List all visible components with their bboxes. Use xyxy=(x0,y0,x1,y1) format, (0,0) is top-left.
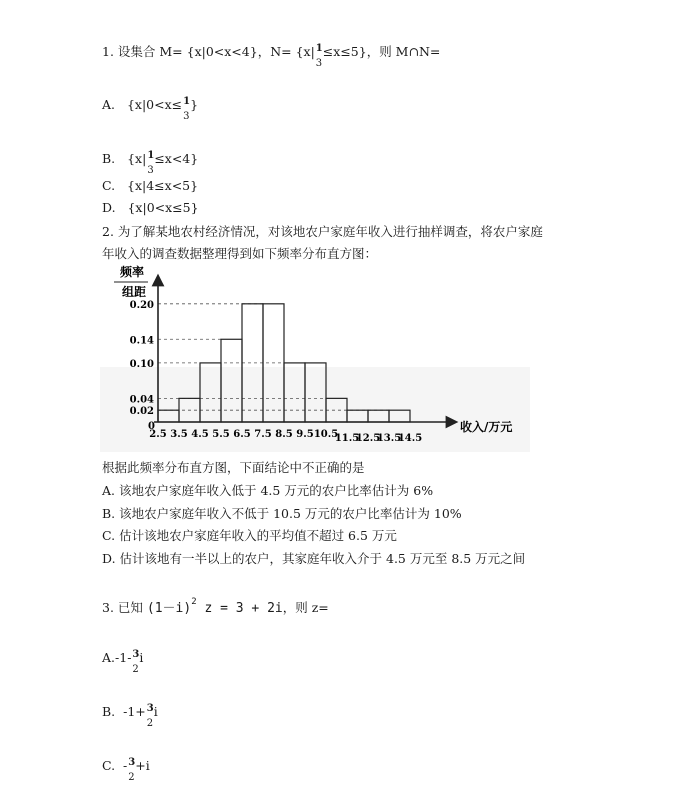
fraction-denominator: 3 xyxy=(183,111,190,122)
option-label: C. xyxy=(102,758,116,773)
y-tick-label: 0.10 xyxy=(129,358,154,370)
q1-option-d xyxy=(102,200,199,215)
y-axis-label-bottom: 组距 xyxy=(122,285,147,299)
fraction-numerator: 1 xyxy=(147,150,155,161)
x-tick-label: 2.5 xyxy=(149,429,167,440)
option-text-end: +i xyxy=(135,758,150,773)
q3-expression-base: (1－i) xyxy=(146,601,192,616)
x-tick-label: 4.5 xyxy=(191,429,209,440)
x-tick-label: 7.5 xyxy=(254,429,272,440)
q3-option-a xyxy=(102,649,144,675)
x-tick-label: 10.5 xyxy=(313,429,339,440)
option-text: -1- xyxy=(115,650,132,665)
option-text: {x|0<x≤5} xyxy=(127,200,199,215)
q3-stem-prefix: 3. 已知 xyxy=(102,600,143,615)
q2-option-b: B. 该地农户家庭年收入不低于 10.5 万元的农户比率估计为 10% xyxy=(102,506,462,521)
fraction-denominator: 3 xyxy=(315,58,323,69)
y-tick-label: 0.02 xyxy=(129,406,154,418)
q3-option-c xyxy=(102,757,150,783)
x-tick-label: 11.5 xyxy=(334,433,360,444)
fraction-numerator: 3 xyxy=(132,649,140,660)
q2-option-c: C. 估计该地农户家庭年收入的平均值不超过 6.5 万元 xyxy=(102,528,397,543)
option-label: A. xyxy=(102,97,116,112)
option-label: B. xyxy=(102,704,116,719)
frequency-histogram xyxy=(100,262,530,452)
fraction-numerator: 1 xyxy=(183,96,191,107)
fraction-denominator: 2 xyxy=(128,772,135,783)
q2-stem-line1: 2. 为了解某地农村经济情况，对该地农户家庭年收入进行抽样调查，将农户家庭 xyxy=(102,224,543,239)
origin-label: 0 xyxy=(148,421,155,432)
x-tick-label: 5.5 xyxy=(212,429,230,440)
option-text-end: i xyxy=(139,650,144,665)
option-label: C. xyxy=(102,178,116,193)
q1-option-a xyxy=(102,96,199,122)
option-text-end: } xyxy=(190,97,199,112)
y-tick-labels xyxy=(130,300,154,417)
y-tick-label: 0.14 xyxy=(129,335,154,347)
q3-exponent: 2 xyxy=(191,597,197,607)
q1-option-b xyxy=(102,150,199,176)
q3-stem xyxy=(102,597,329,616)
y-tick-label: 0.20 xyxy=(129,299,154,311)
option-label: B. xyxy=(102,151,116,166)
q2-option-a: A. 该地农户家庭年收入低于 4.5 万元的农户比率估计为 6% xyxy=(102,483,434,498)
q3-option-b xyxy=(102,703,158,729)
q3-expression xyxy=(146,597,283,616)
option-label: A. xyxy=(102,650,116,665)
fraction-numerator: 3 xyxy=(146,703,154,714)
x-tick-label: 13.5 xyxy=(376,433,402,444)
x-tick-label: 3.5 xyxy=(170,429,188,440)
option-text: {x|4≤x<5} xyxy=(127,178,199,193)
x-tick-label: 12.5 xyxy=(355,433,381,444)
q2-option-d: D. 估计该地有一半以上的农户，其家庭年收入介于 4.5 万元至 8.5 万元之间 xyxy=(102,551,526,566)
option-text: - xyxy=(123,758,128,773)
option-text: -1+ xyxy=(123,704,146,719)
x-axis-label: 收入/万元 xyxy=(460,420,513,434)
option-text: {x| xyxy=(127,151,147,166)
q1-option-c xyxy=(102,178,198,193)
y-axis-label-top: 频率 xyxy=(120,265,145,279)
fraction-denominator: 3 xyxy=(147,165,154,176)
option-label: D. xyxy=(102,200,116,215)
option-text-end: ≤x<4} xyxy=(154,151,199,166)
fraction-denominator: 2 xyxy=(146,718,154,729)
x-tick-label: 6.5 xyxy=(233,429,251,440)
fraction-numerator: 3 xyxy=(128,757,136,768)
q3-expression-rhs: z = 3 + 2i xyxy=(204,601,283,616)
q1-stem xyxy=(102,42,441,69)
q1-stem-a: 1. 设集合 M= {x|0<x<4}，N= {x| xyxy=(102,44,315,59)
fraction-denominator: 2 xyxy=(132,664,139,675)
x-tick-label: 8.5 xyxy=(275,429,293,440)
y-tick-label: 0.04 xyxy=(129,394,154,406)
q1-stem-b: ≤x≤5}，则 M∩N= xyxy=(322,44,441,59)
fraction-numerator: 1 xyxy=(315,43,323,54)
option-text-end: i xyxy=(153,704,158,719)
q2-question: 根据此频率分布直方图，下面结论中不正确的是 xyxy=(102,460,365,475)
q2-stem-line2: 年收入的调查数据整理得到如下频率分布直方图： xyxy=(102,246,378,261)
x-tick-label: 9.5 xyxy=(296,429,314,440)
option-text: {x|0<x≤ xyxy=(126,97,183,112)
q3-stem-tail: ，则 z= xyxy=(282,600,329,615)
x-tick-label: 14.5 xyxy=(397,433,423,444)
